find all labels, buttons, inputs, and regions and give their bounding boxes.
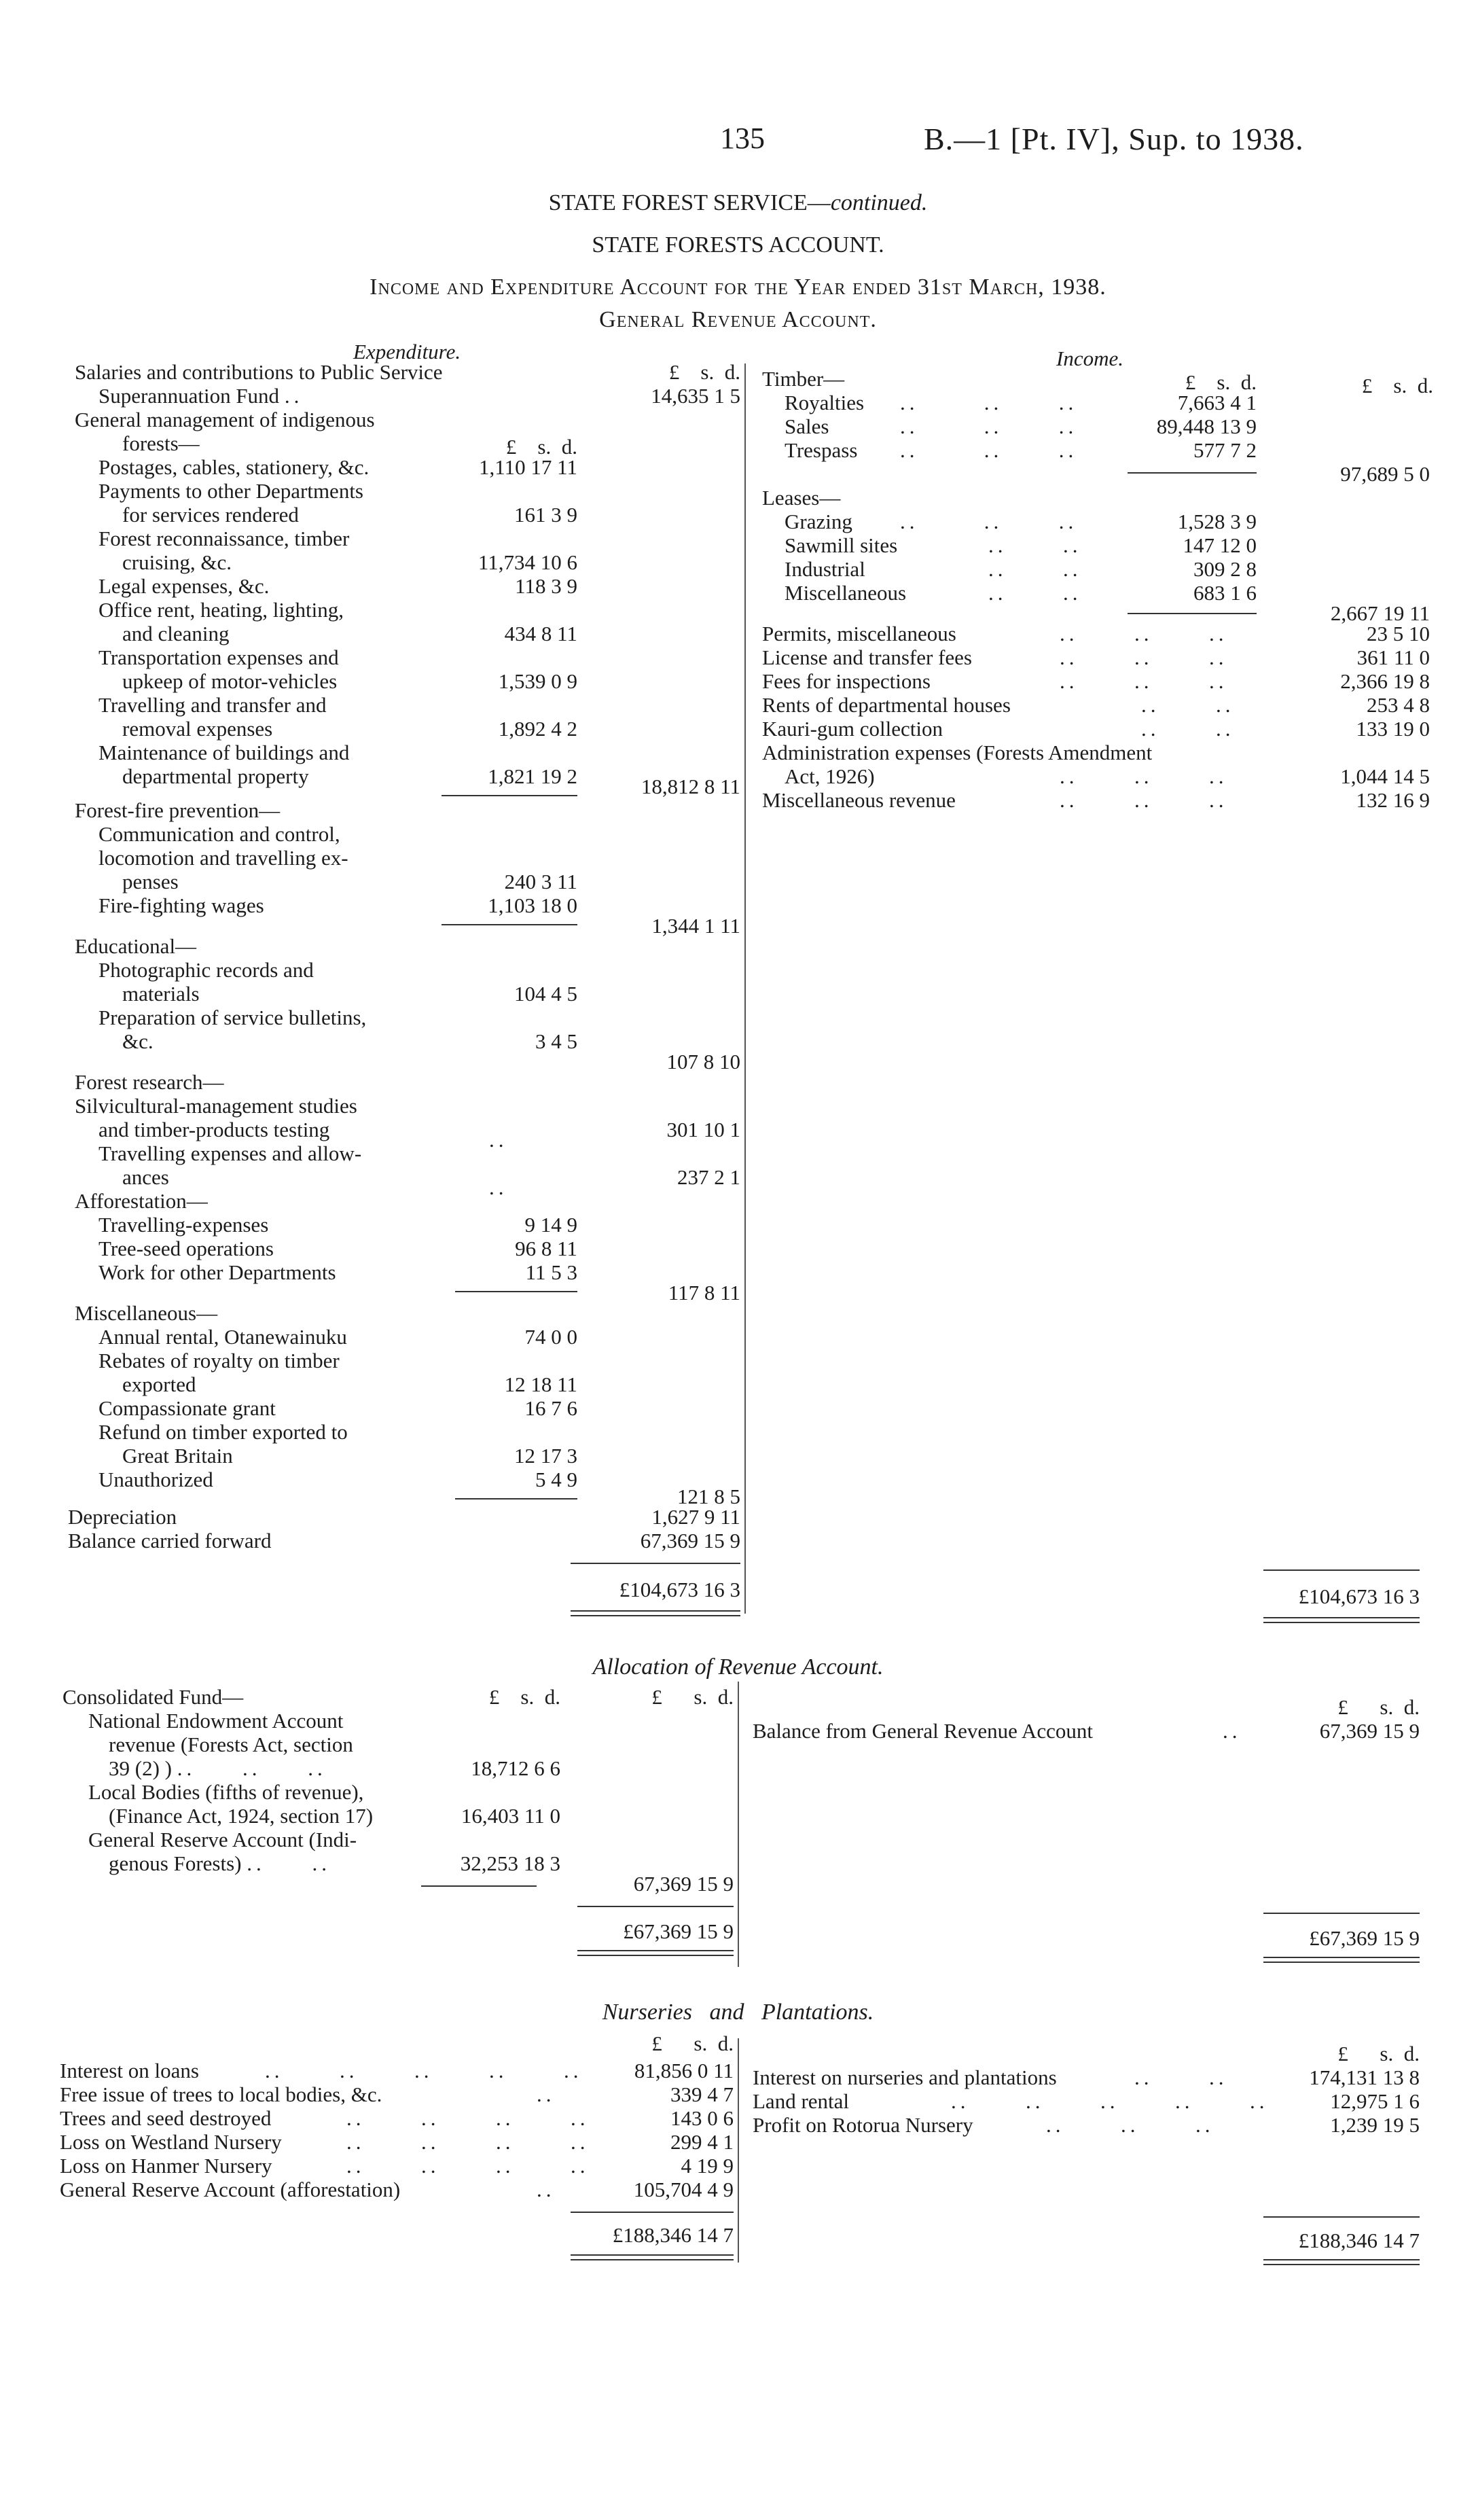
exp-inner-value: 11,734 10 6 xyxy=(478,550,577,574)
inc-inner-col-heading: £ s. d. xyxy=(1185,370,1257,394)
exp-outer-value: 67,369 15 9 xyxy=(640,1529,740,1552)
leader-dots: .. xyxy=(537,2178,556,2201)
alloc-inner-value: 16,403 11 0 xyxy=(461,1804,560,1828)
exp-line: Depreciation xyxy=(68,1505,177,1529)
nursery-left-value: 81,856 0 11 xyxy=(634,2059,734,2082)
inc-outer-value: 133 19 0 xyxy=(1356,717,1430,741)
exp-outer-value: 237 2 1 xyxy=(677,1165,740,1189)
inc-line: Permits, miscellaneous xyxy=(762,622,956,645)
exp-line: Educational— xyxy=(75,934,197,958)
alloc-line: National Endowment Account xyxy=(88,1709,344,1733)
exp-inner-value: 96 8 11 xyxy=(515,1237,577,1260)
general-revenue-title: General Revenue Account. xyxy=(599,307,877,332)
exp-line: Travelling expenses and allow- xyxy=(98,1141,362,1165)
section-title: STATE FOREST SERVICE—continued. xyxy=(548,190,928,215)
inc-outer-col-heading: £ s. d. xyxy=(1361,374,1433,397)
exp-line: Compassionate grant xyxy=(98,1396,276,1420)
inc-line: Sales .. .. .. xyxy=(785,414,1078,438)
leader-dots: .. xyxy=(1223,1719,1242,1743)
nursery-right-value: 1,239 19 5 xyxy=(1330,2113,1420,2137)
inc-outer-value: 253 4 8 xyxy=(1367,693,1430,717)
exp-line: Great Britain xyxy=(122,1444,233,1468)
leader-dots: .. .. .. xyxy=(1046,2113,1214,2137)
exp-line: upkeep of motor-vehicles xyxy=(122,669,338,693)
inc-line: Fees for inspections xyxy=(762,669,931,693)
exp-inner-value: 104 4 5 xyxy=(514,982,577,1006)
inc-line: Industrial .. .. xyxy=(785,557,1082,581)
inc-outer-value: 97,689 5 0 xyxy=(1340,462,1430,486)
exp-inner-value: 74 0 0 xyxy=(524,1325,577,1349)
nursery-right-value: 174,131 13 8 xyxy=(1309,2065,1420,2089)
exp-inner-value: 3 4 5 xyxy=(535,1029,577,1053)
exp-inner-value: 1,821 19 2 xyxy=(488,764,577,788)
exp-outer-value: 18,812 8 11 xyxy=(641,775,740,798)
expenditure-total: £104,673 16 3 xyxy=(619,1578,740,1601)
inc-inner-value: 577 7 2 xyxy=(1193,438,1257,462)
nursery-left-line: Trees and seed destroyed xyxy=(60,2106,272,2130)
total-double-rule xyxy=(1263,1957,1420,1963)
page-number: 135 xyxy=(720,122,765,155)
inc-line: License and transfer fees xyxy=(762,645,972,669)
exp-line: Forest-fire prevention— xyxy=(75,798,281,822)
total-double-rule xyxy=(571,2254,734,2260)
inc-outer-value: 361 11 0 xyxy=(1356,645,1430,669)
nursery-left-value: 4 19 9 xyxy=(681,2154,734,2178)
exp-line: General management of indigenous xyxy=(75,408,375,431)
exp-inner-value: 16 7 6 xyxy=(524,1396,577,1420)
total-double-rule xyxy=(1263,2259,1420,2265)
exp-line: Postages, cables, stationery, &c. xyxy=(98,455,370,479)
exp-outer-value: 107 8 10 xyxy=(666,1050,740,1073)
exp-outer-value: 14,635 1 5 xyxy=(651,384,740,408)
alloc-line: Consolidated Fund— xyxy=(62,1685,244,1709)
alloc-line: genous Forests) .. .. xyxy=(109,1851,331,1875)
income-total: £104,673 16 3 xyxy=(1298,1584,1420,1608)
exp-inner-value: 1,103 18 0 xyxy=(488,893,577,917)
leader-dots: .. xyxy=(537,2082,556,2106)
exp-line: Superannuation Fund .. xyxy=(98,384,304,408)
exp-inner-value: 11 5 3 xyxy=(525,1260,577,1284)
alloc-left-total: £67,369 15 9 xyxy=(623,1919,734,1943)
alloc-line: Local Bodies (fifths of revenue), xyxy=(88,1780,364,1804)
total-double-rule xyxy=(1263,1617,1420,1623)
nursery-right-col-heading: £ s. d. xyxy=(1337,2042,1420,2065)
inc-inner-value: 683 1 6 xyxy=(1193,581,1257,605)
inc-outer-value: 132 16 9 xyxy=(1356,788,1430,812)
exp-outer-value: 1,627 9 11 xyxy=(651,1505,740,1529)
alloc-right-total: £67,369 15 9 xyxy=(1309,1926,1420,1950)
exp-line: forests— xyxy=(122,431,200,455)
exp-line: Photographic records and xyxy=(98,958,314,982)
total-rule xyxy=(571,2212,734,2213)
inc-outer-value: 1,044 14 5 xyxy=(1340,764,1430,788)
total-rule xyxy=(1263,1913,1420,1914)
alloc-line: General Reserve Account (Indi- xyxy=(88,1828,357,1851)
leader-dots: .. .. .. .. .. xyxy=(951,2089,1269,2113)
leader-dots: .. .. .. xyxy=(1060,645,1228,669)
subtotal-rule xyxy=(455,1498,577,1499)
total-rule xyxy=(1263,2216,1420,2218)
exp-line: Maintenance of buildings and xyxy=(98,741,350,764)
inc-outer-value: 2,667 19 11 xyxy=(1330,601,1430,625)
exp-inner-value: 12 17 3 xyxy=(514,1444,577,1468)
exp-line: for services rendered xyxy=(122,503,299,527)
exp-inner-col-heading: £ s. d. xyxy=(505,435,577,459)
inc-outer-value: 23 5 10 xyxy=(1367,622,1430,645)
exp-line: Communication and control, xyxy=(98,822,340,846)
inc-line: Kauri-gum collection xyxy=(762,717,943,741)
subtotal-rule xyxy=(1128,613,1257,614)
exp-line: Payments to other Departments xyxy=(98,479,363,503)
exp-line: Refund on timber exported to xyxy=(98,1420,348,1444)
alloc-inner-col-heading: £ s. d. xyxy=(488,1685,560,1709)
total-rule xyxy=(577,1906,734,1907)
document-reference: B.—1 [Pt. IV], Sup. to 1938. xyxy=(924,122,1304,156)
inc-inner-value: 147 12 0 xyxy=(1183,533,1257,557)
inc-outer-value: 2,366 19 8 xyxy=(1340,669,1430,693)
nursery-left-value: 339 4 7 xyxy=(670,2082,734,2106)
leader-dots: .. xyxy=(489,1128,508,1152)
exp-inner-value: 434 8 11 xyxy=(504,622,577,645)
exp-line: Silvicultural-management studies xyxy=(75,1094,357,1118)
leader-dots: .. .. .. .. xyxy=(346,2154,590,2178)
leader-dots: .. .. .. xyxy=(1060,669,1228,693)
exp-line: Legal expenses, &c. xyxy=(98,574,270,598)
exp-inner-value: 118 3 9 xyxy=(515,574,577,598)
exp-line: Preparation of service bulletins, xyxy=(98,1006,367,1029)
nursery-right-value: 12,975 1 6 xyxy=(1330,2089,1420,2113)
exp-line: Miscellaneous— xyxy=(75,1301,218,1325)
inc-line: Administration expenses (Forests Amendment xyxy=(762,741,1153,764)
exp-line: departmental property xyxy=(122,764,309,788)
total-double-rule xyxy=(577,1950,734,1956)
exp-line: Travelling and transfer and xyxy=(98,693,327,717)
exp-line: locomotion and travelling ex- xyxy=(98,846,348,870)
total-rule xyxy=(571,1563,740,1564)
subtotal-rule xyxy=(455,1291,577,1292)
subtotal-rule xyxy=(421,1885,537,1887)
alloc-right-value: 67,369 15 9 xyxy=(1319,1719,1420,1743)
column-divider xyxy=(744,363,746,1614)
alloc-line: (Finance Act, 1924, section 17) xyxy=(109,1804,374,1828)
exp-line: materials xyxy=(122,982,200,1006)
inc-line: Leases— xyxy=(762,486,841,510)
leader-dots: .. .. .. xyxy=(1060,622,1228,645)
inc-line: Sawmill sites .. .. xyxy=(785,533,1082,557)
inc-inner-value: 1,528 3 9 xyxy=(1177,510,1257,533)
exp-inner-value: 5 4 9 xyxy=(535,1468,577,1491)
inc-line: Grazing .. .. .. xyxy=(785,510,1078,533)
leader-dots: .. .. .. .. xyxy=(346,2106,590,2130)
alloc-outer-col-heading: £ s. d. xyxy=(651,1685,734,1709)
nurseries-heading: Nurseries and Plantations. xyxy=(602,2000,874,2025)
leader-dots: .. .. xyxy=(1134,2065,1228,2089)
subtotal-rule xyxy=(442,924,577,925)
exp-inner-value: 161 3 9 xyxy=(514,503,577,527)
nursery-left-value: 143 0 6 xyxy=(670,2106,734,2130)
inc-line: Timber— xyxy=(762,367,845,391)
inc-line: Miscellaneous revenue xyxy=(762,788,956,812)
exp-outer-value: 121 8 5 xyxy=(677,1485,740,1508)
inc-line: Rents of departmental houses xyxy=(762,693,1011,717)
nursery-left-line: Free issue of trees to local bodies, &c. xyxy=(60,2082,382,2106)
exp-line: removal expenses xyxy=(122,717,273,741)
leader-dots: .. .. .. .. .. xyxy=(265,2059,583,2082)
nursery-left-line: Loss on Westland Nursery xyxy=(60,2130,282,2154)
exp-inner-value: 240 3 11 xyxy=(504,870,577,893)
column-divider xyxy=(738,1682,739,1967)
exp-line: penses xyxy=(122,870,179,893)
exp-line: ances xyxy=(122,1165,169,1189)
exp-line: &c. xyxy=(122,1029,154,1053)
exp-line: Forest research— xyxy=(75,1070,224,1094)
leader-dots: .. .. .. xyxy=(1060,788,1228,812)
exp-line: Afforestation— xyxy=(75,1189,208,1213)
nursery-left-value: 299 4 1 xyxy=(670,2130,734,2154)
leader-dots: .. xyxy=(489,1175,508,1199)
exp-outer-value: 1,344 1 11 xyxy=(651,914,740,938)
nursery-left-value: 105,704 4 9 xyxy=(633,2178,734,2201)
total-double-rule xyxy=(571,1610,740,1616)
inc-line: Royalties .. .. .. xyxy=(785,391,1078,414)
exp-line: Balance carried forward xyxy=(68,1529,272,1552)
leader-dots: .. .. .. xyxy=(1060,764,1228,788)
expenditure-heading: Expenditure. xyxy=(353,340,461,363)
exp-line: Travelling-expenses xyxy=(98,1213,269,1237)
nursery-right-line: Profit on Rotorua Nursery xyxy=(753,2113,973,2137)
exp-line: exported xyxy=(122,1372,196,1396)
alloc-right-line: Balance from General Revenue Account xyxy=(753,1719,1093,1743)
nursery-right-line: Interest on nurseries and plantations xyxy=(753,2065,1057,2089)
subtotal-rule xyxy=(442,795,577,796)
exp-line: Salaries and contributions to Public Service xyxy=(75,360,443,384)
inc-line: Trespass .. .. .. xyxy=(785,438,1078,462)
nursery-right-total: £188,346 14 7 xyxy=(1298,2229,1420,2252)
exp-line: cruising, &c. xyxy=(122,550,232,574)
exp-inner-value: 1,892 4 2 xyxy=(498,717,577,741)
nursery-left-line: Loss on Hanmer Nursery xyxy=(60,2154,272,2178)
inc-inner-value: 309 2 8 xyxy=(1193,557,1257,581)
exp-outer-value: 117 8 11 xyxy=(668,1281,740,1305)
exp-inner-value: 9 14 9 xyxy=(524,1213,577,1237)
exp-inner-value: 1,539 0 9 xyxy=(498,669,577,693)
inc-inner-value: 89,448 13 9 xyxy=(1156,414,1257,438)
exp-line: Annual rental, Otanewainuku xyxy=(98,1325,347,1349)
exp-line: Rebates of royalty on timber xyxy=(98,1349,340,1372)
alloc-right-col-heading: £ s. d. xyxy=(1337,1695,1420,1719)
exp-line: and timber-products testing xyxy=(98,1118,330,1141)
exp-inner-value: 12 18 11 xyxy=(504,1372,577,1396)
inc-line: Miscellaneous .. .. xyxy=(785,581,1082,605)
exp-line: Tree-seed operations xyxy=(98,1237,274,1260)
exp-line: and cleaning xyxy=(122,622,230,645)
nursery-left-col-heading: £ s. d. xyxy=(651,2031,734,2055)
income-heading: Income. xyxy=(1056,347,1123,370)
statement-title: Income and Expenditure Account for the Year ended 31st March, 1938. xyxy=(370,274,1106,300)
exp-line: Work for other Departments xyxy=(98,1260,336,1284)
nursery-right-line: Land rental xyxy=(753,2089,850,2113)
total-rule xyxy=(1263,1569,1420,1571)
exp-inner-value: 1,110 17 11 xyxy=(479,455,577,479)
exp-outer-col-heading: £ s. d. xyxy=(668,360,740,384)
alloc-line: 39 (2) ) .. .. .. xyxy=(109,1756,327,1780)
inc-line: Act, 1926) xyxy=(785,764,875,788)
nursery-left-line: Interest on loans xyxy=(60,2059,199,2082)
exp-line: Unauthorized xyxy=(98,1468,213,1491)
inc-inner-value: 7,663 4 1 xyxy=(1177,391,1257,414)
alloc-line: revenue (Forests Act, section xyxy=(109,1733,353,1756)
allocation-heading: Allocation of Revenue Account. xyxy=(592,1654,884,1680)
exp-line: Forest reconnaissance, timber xyxy=(98,527,350,550)
exp-line: Fire-fighting wages xyxy=(98,893,264,917)
alloc-inner-value: 18,712 6 6 xyxy=(471,1756,560,1780)
leader-dots: .. .. xyxy=(1141,693,1235,717)
exp-line: Transportation expenses and xyxy=(98,645,339,669)
column-divider xyxy=(738,2038,739,2262)
exp-outer-value: 301 10 1 xyxy=(666,1118,740,1141)
alloc-outer-value: 67,369 15 9 xyxy=(633,1872,734,1896)
alloc-inner-value: 32,253 18 3 xyxy=(460,1851,560,1875)
nursery-left-line: General Reserve Account (afforestation) xyxy=(60,2178,401,2201)
account-title: STATE FORESTS ACCOUNT. xyxy=(592,232,884,258)
exp-line: Office rent, heating, lighting, xyxy=(98,598,344,622)
leader-dots: .. .. xyxy=(1141,717,1235,741)
nursery-left-total: £188,346 14 7 xyxy=(612,2223,734,2247)
leader-dots: .. .. .. .. xyxy=(346,2130,590,2154)
subtotal-rule xyxy=(1128,472,1257,474)
